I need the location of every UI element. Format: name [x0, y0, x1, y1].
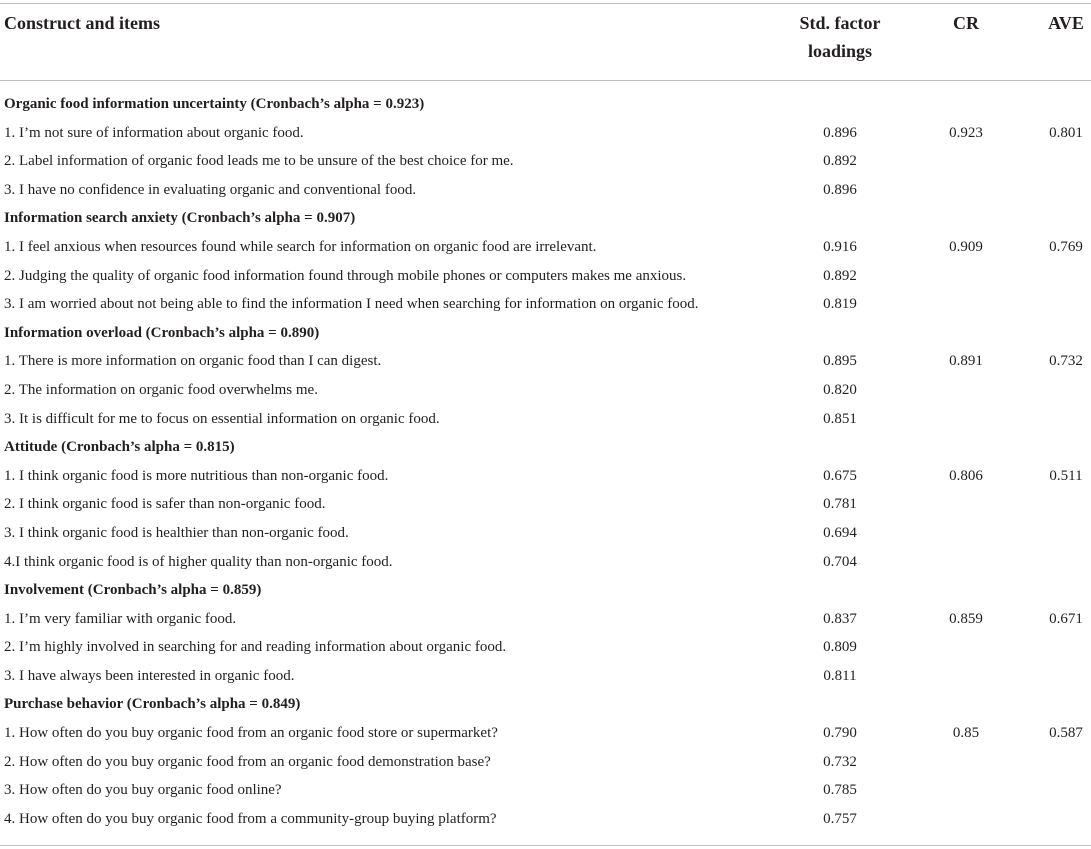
factor-loading: 0.896 [823, 124, 857, 141]
header-loadings [770, 9, 910, 65]
table-row [0, 347, 1091, 376]
factor-loading: 0.809 [823, 639, 857, 656]
header-loadings-line2: loadings [807, 41, 873, 61]
item-text: 2. Label information of organic food leads me to be unsure of the best choice for me. [4, 153, 514, 170]
factor-loading: 0.675 [823, 467, 857, 484]
table-row [0, 233, 1091, 262]
cr-value: 0.909 [949, 238, 983, 255]
factor-loading: 0.820 [823, 381, 857, 398]
factor-loading: 0.819 [823, 296, 857, 313]
item-text: 3. I think organic food is healthier than non-organic food. [4, 524, 349, 541]
section-row [0, 576, 1091, 605]
factor-loading: 0.790 [823, 725, 857, 742]
table-row [0, 147, 1091, 176]
item-text: 2. The information on organic food overwhelms me. [4, 381, 318, 398]
table-row [0, 633, 1091, 662]
header-ave: AVE [1048, 13, 1084, 33]
ave-value: 0.511 [1049, 467, 1083, 484]
item-text: 4.I think organic food is of higher quality than non-organic food. [4, 553, 393, 570]
table-body [0, 90, 1091, 833]
factor-loading: 0.785 [823, 782, 857, 799]
table-row [0, 605, 1091, 634]
construct-heading: Information overload (Cronbach’s alpha = 0.890) [4, 324, 320, 341]
cr-value: 0.891 [949, 353, 983, 370]
factor-loading: 0.757 [823, 810, 857, 827]
table-row [0, 462, 1091, 491]
construct-heading: Attitude (Cronbach’s alpha = 0.815) [4, 439, 235, 456]
item-text: 3. I am worried about not being able to find the information I need when searching for information on organic food. [4, 296, 699, 313]
item-text: 1. I’m not sure of information about organic food. [4, 124, 304, 141]
ave-value: 0.587 [1049, 725, 1083, 742]
table-row [0, 748, 1091, 777]
item-text: 1. There is more information on organic food than I can digest. [4, 353, 382, 370]
ave-value: 0.769 [1049, 238, 1083, 255]
construct-heading: Involvement (Cronbach’s alpha = 0.859) [4, 582, 262, 599]
bottom-rule [0, 845, 1091, 846]
item-text: 1. I think organic food is more nutritious than non-organic food. [4, 467, 389, 484]
item-text: 2. How often do you buy organic food from an organic food demonstration base? [4, 753, 491, 770]
table-row [0, 176, 1091, 205]
item-text: 2. I think organic food is safer than non-organic food. [4, 496, 326, 513]
factor-loading: 0.916 [823, 238, 857, 255]
item-text: 3. I have no confidence in evaluating organic and conventional food. [4, 181, 417, 198]
top-rule [0, 3, 1091, 4]
factor-loading: 0.851 [823, 410, 857, 427]
table-row [0, 662, 1091, 691]
factor-loading: 0.892 [823, 153, 857, 170]
factor-loading: 0.732 [823, 753, 857, 770]
construct-heading: Organic food information uncertainty (Cronbach’s alpha = 0.923) [4, 96, 425, 112]
factor-loading: 0.694 [823, 524, 857, 541]
ave-value: 0.732 [1049, 353, 1083, 370]
header-loadings-line1: Std. factor [799, 13, 881, 33]
item-text: 3. How often do you buy organic food online? [4, 782, 282, 799]
factor-loading: 0.811 [823, 667, 857, 684]
section-row [0, 690, 1091, 719]
item-text: 3. I have always been interested in organic food. [4, 667, 295, 684]
table-row [0, 719, 1091, 748]
ave-value: 0.801 [1049, 124, 1083, 141]
item-text: 1. I’m very familiar with organic food. [4, 610, 237, 627]
factor-loading: 0.895 [823, 353, 857, 370]
cr-value: 0.85 [952, 725, 980, 742]
factor-loading: 0.837 [823, 610, 857, 627]
factor-loading: 0.704 [823, 553, 857, 570]
ave-value: 0.671 [1049, 610, 1083, 627]
header-rule [0, 80, 1091, 81]
table-row [0, 548, 1091, 577]
factor-loading: 0.896 [823, 181, 857, 198]
cr-value: 0.806 [949, 467, 983, 484]
section-row [0, 204, 1091, 233]
item-text: 2. I’m highly involved in searching for and reading information about organic food. [4, 639, 507, 656]
table-row [0, 376, 1091, 405]
item-text: 3. It is difficult for me to focus on essential information on organic food. [4, 410, 440, 427]
cr-value: 0.923 [949, 124, 983, 141]
header-cr: CR [953, 13, 979, 33]
construct-heading: Purchase behavior (Cronbach’s alpha = 0.849) [4, 696, 301, 713]
table-row [0, 290, 1091, 319]
table-row [0, 519, 1091, 548]
table-row [0, 490, 1091, 519]
table-row [0, 119, 1091, 148]
item-text: 1. How often do you buy organic food from an organic food store or supermarket? [4, 725, 498, 742]
table-row [0, 405, 1091, 434]
header-construct: Construct and items [4, 13, 160, 33]
item-text: 2. Judging the quality of organic food information found through mobile phones or computers makes me anxious. [4, 267, 687, 284]
factor-loading: 0.892 [823, 267, 857, 284]
construct-heading: Information search anxiety (Cronbach’s alpha = 0.907) [4, 210, 356, 227]
section-row [0, 90, 1091, 119]
factor-loading: 0.781 [823, 496, 857, 513]
cr-value: 0.859 [949, 610, 983, 627]
table-row [0, 776, 1091, 805]
item-text: 4. How often do you buy organic food from a community-group buying platform? [4, 810, 497, 827]
table-row [0, 805, 1091, 834]
section-row [0, 319, 1091, 348]
item-text: 1. I feel anxious when resources found while search for information on organic food are irrelevant. [4, 238, 597, 255]
table-row [0, 262, 1091, 291]
section-row [0, 433, 1091, 462]
